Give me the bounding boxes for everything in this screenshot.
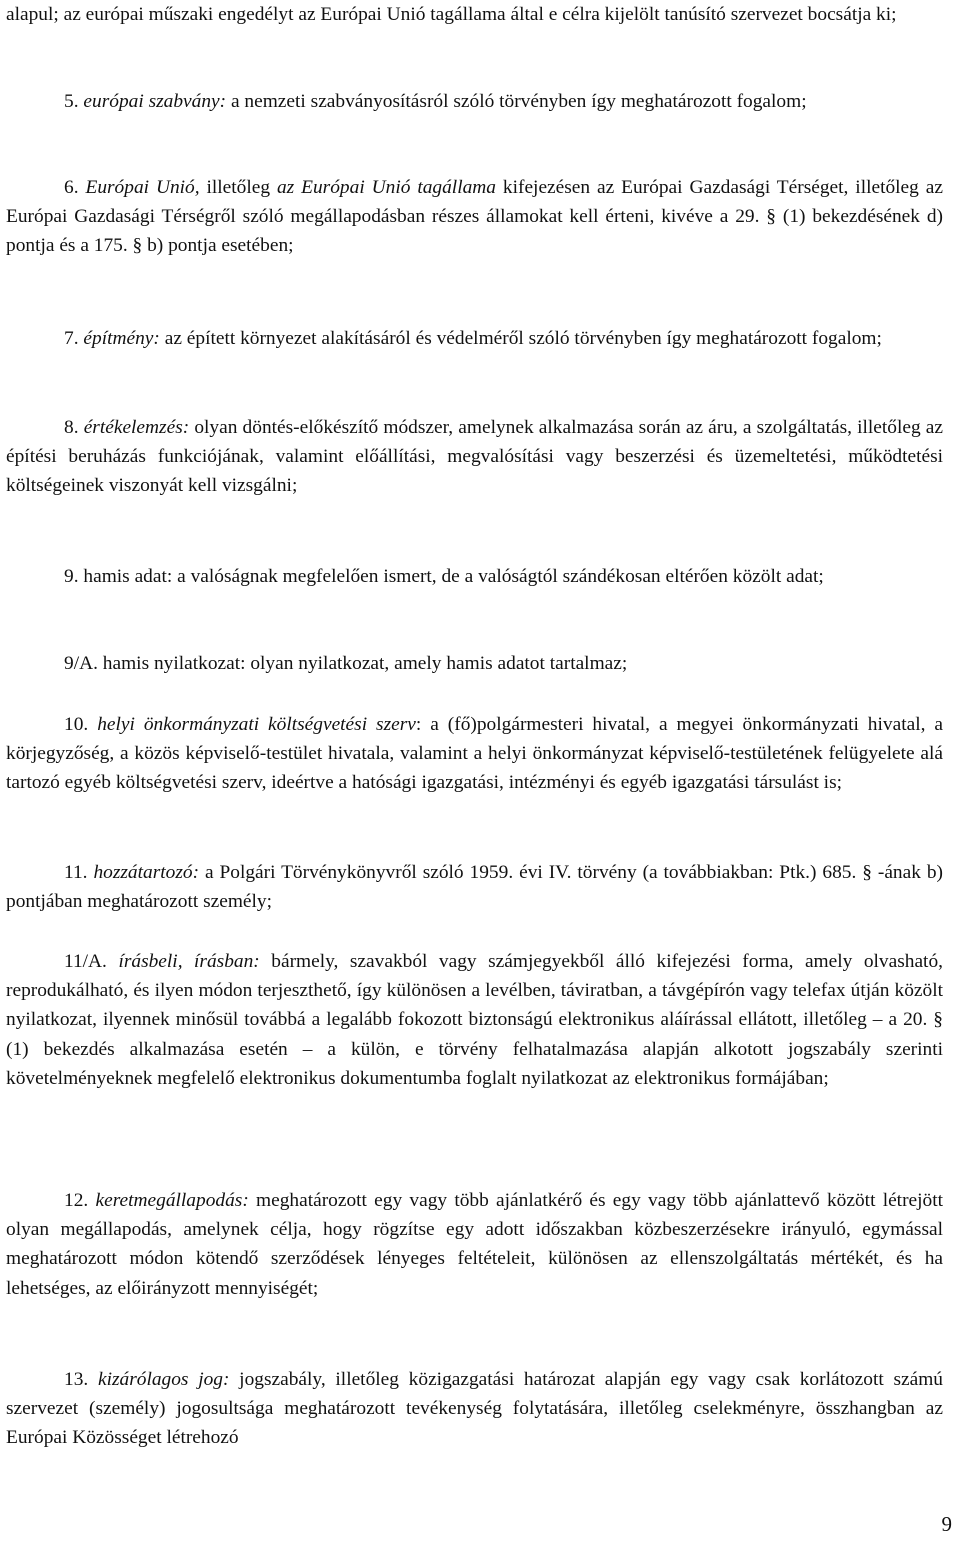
definition-number: 13. xyxy=(64,1369,89,1390)
definition-text: a nemzeti szabványosításról szóló törvényben így meghatározott fogalom; xyxy=(226,91,807,112)
definition-text: az épített környezet alakításáról és védelméről szóló törvényben így meghatározott fogalom; xyxy=(159,328,882,349)
definition-9 xyxy=(6,562,943,591)
definition-8 xyxy=(6,413,943,501)
definition-number: 6. xyxy=(64,177,79,198)
definition-text: olyan nyilatkozat, amely hamis adatot tartalmaz; xyxy=(245,653,628,674)
definition-5 xyxy=(6,87,943,116)
definition-number: 7. xyxy=(64,328,79,349)
definition-text: meghatározott egy vagy több ajánlatkérő és egy vagy több ajánlattevő között létrejött olyan megállapodás, amelynek célja, hogy rögzítse egy adott időszakban közbeszerzésekre irányuló, egymással meghatározott módon kötendő szerződések lényeges feltételeit, különösen az ellenszolgáltatás mértékét, és ha lehetséges, az előirányzott mennyiségét; xyxy=(6,1190,943,1299)
definition-10 xyxy=(6,710,943,798)
definition-text: kifejezésen az Európai Gazdasági Térséget, illetőleg az Európai Gazdasági Térségről szóló megállapodásban részes államokat kell érteni, kivéve a 29. § (1) bekezdésének d) pontja és a 175. § b) pontja esetében; xyxy=(6,177,943,257)
definition-number: 9/A. xyxy=(64,653,98,674)
definition-11 xyxy=(6,858,943,916)
definition-text: olyan döntés-előkészítő módszer, amelynek alkalmazása során az áru, a szolgáltatás, illetőleg az építési beruházás funkciójának, valamint előállítási, megvalósítási vagy beszerzési és üzemeltetési, működtetési költségeinek viszonyát kell vizsgálni; xyxy=(6,417,943,497)
definition-number: 11/A. xyxy=(64,951,107,972)
definition-number: 11. xyxy=(64,862,88,883)
definition-12 xyxy=(6,1186,943,1303)
definition-text: a Polgári Törvénykönyvről szóló 1959. évi IV. törvény (a továbbiakban: Ptk.) 685. § -ának b) pontjában meghatározott személy; xyxy=(6,862,943,913)
definition-7 xyxy=(6,324,943,353)
definition-term: helyi önkormányzati költségvetési szerv xyxy=(97,714,416,735)
definition-term: hamis adat: xyxy=(83,566,173,587)
definition-term: hamis nyilatkozat: xyxy=(102,653,246,674)
definition-6 xyxy=(6,173,943,261)
definition-13 xyxy=(6,1365,943,1453)
opening-paragraph xyxy=(6,0,943,29)
definition-term: hozzátartozó: xyxy=(93,862,200,883)
page-number: 9 xyxy=(941,1512,952,1536)
definition-number: 12. xyxy=(64,1190,89,1211)
definition-number: 9. xyxy=(64,566,79,587)
definition-11a xyxy=(6,947,943,1093)
definition-text: jogszabály, illetőleg közigazgatási határozat alapján egy vagy csak korlátozott számú szervezet (személy) jogosultsága meghatározott tevékenység folytatására, illetőleg cselekményre, összhangban az Európai Közösséget létrehozó xyxy=(6,1369,943,1449)
definition-term: Európai Unió, xyxy=(85,177,200,198)
definition-term: keretmegállapodás: xyxy=(95,1190,249,1211)
definition-text: : a (fő)polgármesteri hivatal, a megyei önkormányzati hivatal, a körjegyzőség, a közös képviselő-testület hivatala, valamint a helyi önkormányzat képviselő-testületének felügyelete alá tartozó egyéb költségvetési szerv, ideértve a hatósági igazgatási, intézményi és egyéb igazgatási társulást is; xyxy=(6,714,943,794)
definition-term: értékelemzés: xyxy=(83,417,190,438)
definition-term: építmény: xyxy=(83,328,160,349)
definition-number: 10. xyxy=(64,714,89,735)
definition-text: bármely, szavakból vagy számjegyekből álló kifejezési forma, amely olvasható, reprodukálható, és ilyen módon terjeszthető, így különösen a levélben, táviratban, a távgépírón vagy telefax útján közölt nyilatkozat, ilyennek minősül továbbá a legalább fokozott biztonságú elektronikus aláírással ellátott, illetőleg – a 20. § (1) bekezdés alkalmazása esetén – a külön, e törvény felhatalmazása alapján alkotott jogszabály szerinti követelményeknek megfelelő elektronikus dokumentumba foglalt nyilatkozat az elektronikus formájában; xyxy=(6,951,943,1089)
definition-term: írásbeli, írásban: xyxy=(118,951,260,972)
definition-text: a valóságnak megfelelően ismert, de a valóságtól szándékosan eltérően közölt adat; xyxy=(172,566,824,587)
opening-text: alapul; az európai műszaki engedélyt az Európai Unió tagállama által e célra kijelölt tanúsító szervezet bocsátja ki; xyxy=(6,4,897,25)
definition-term-connector: illetőleg xyxy=(199,177,277,198)
definition-number: 8. xyxy=(64,417,79,438)
definition-term: az Európai Unió tagállama xyxy=(276,177,496,198)
definition-number: 5. xyxy=(64,91,79,112)
definition-term: kizárólagos jog: xyxy=(97,1369,230,1390)
definition-9a xyxy=(6,649,943,678)
definition-term: európai szabvány: xyxy=(83,91,227,112)
